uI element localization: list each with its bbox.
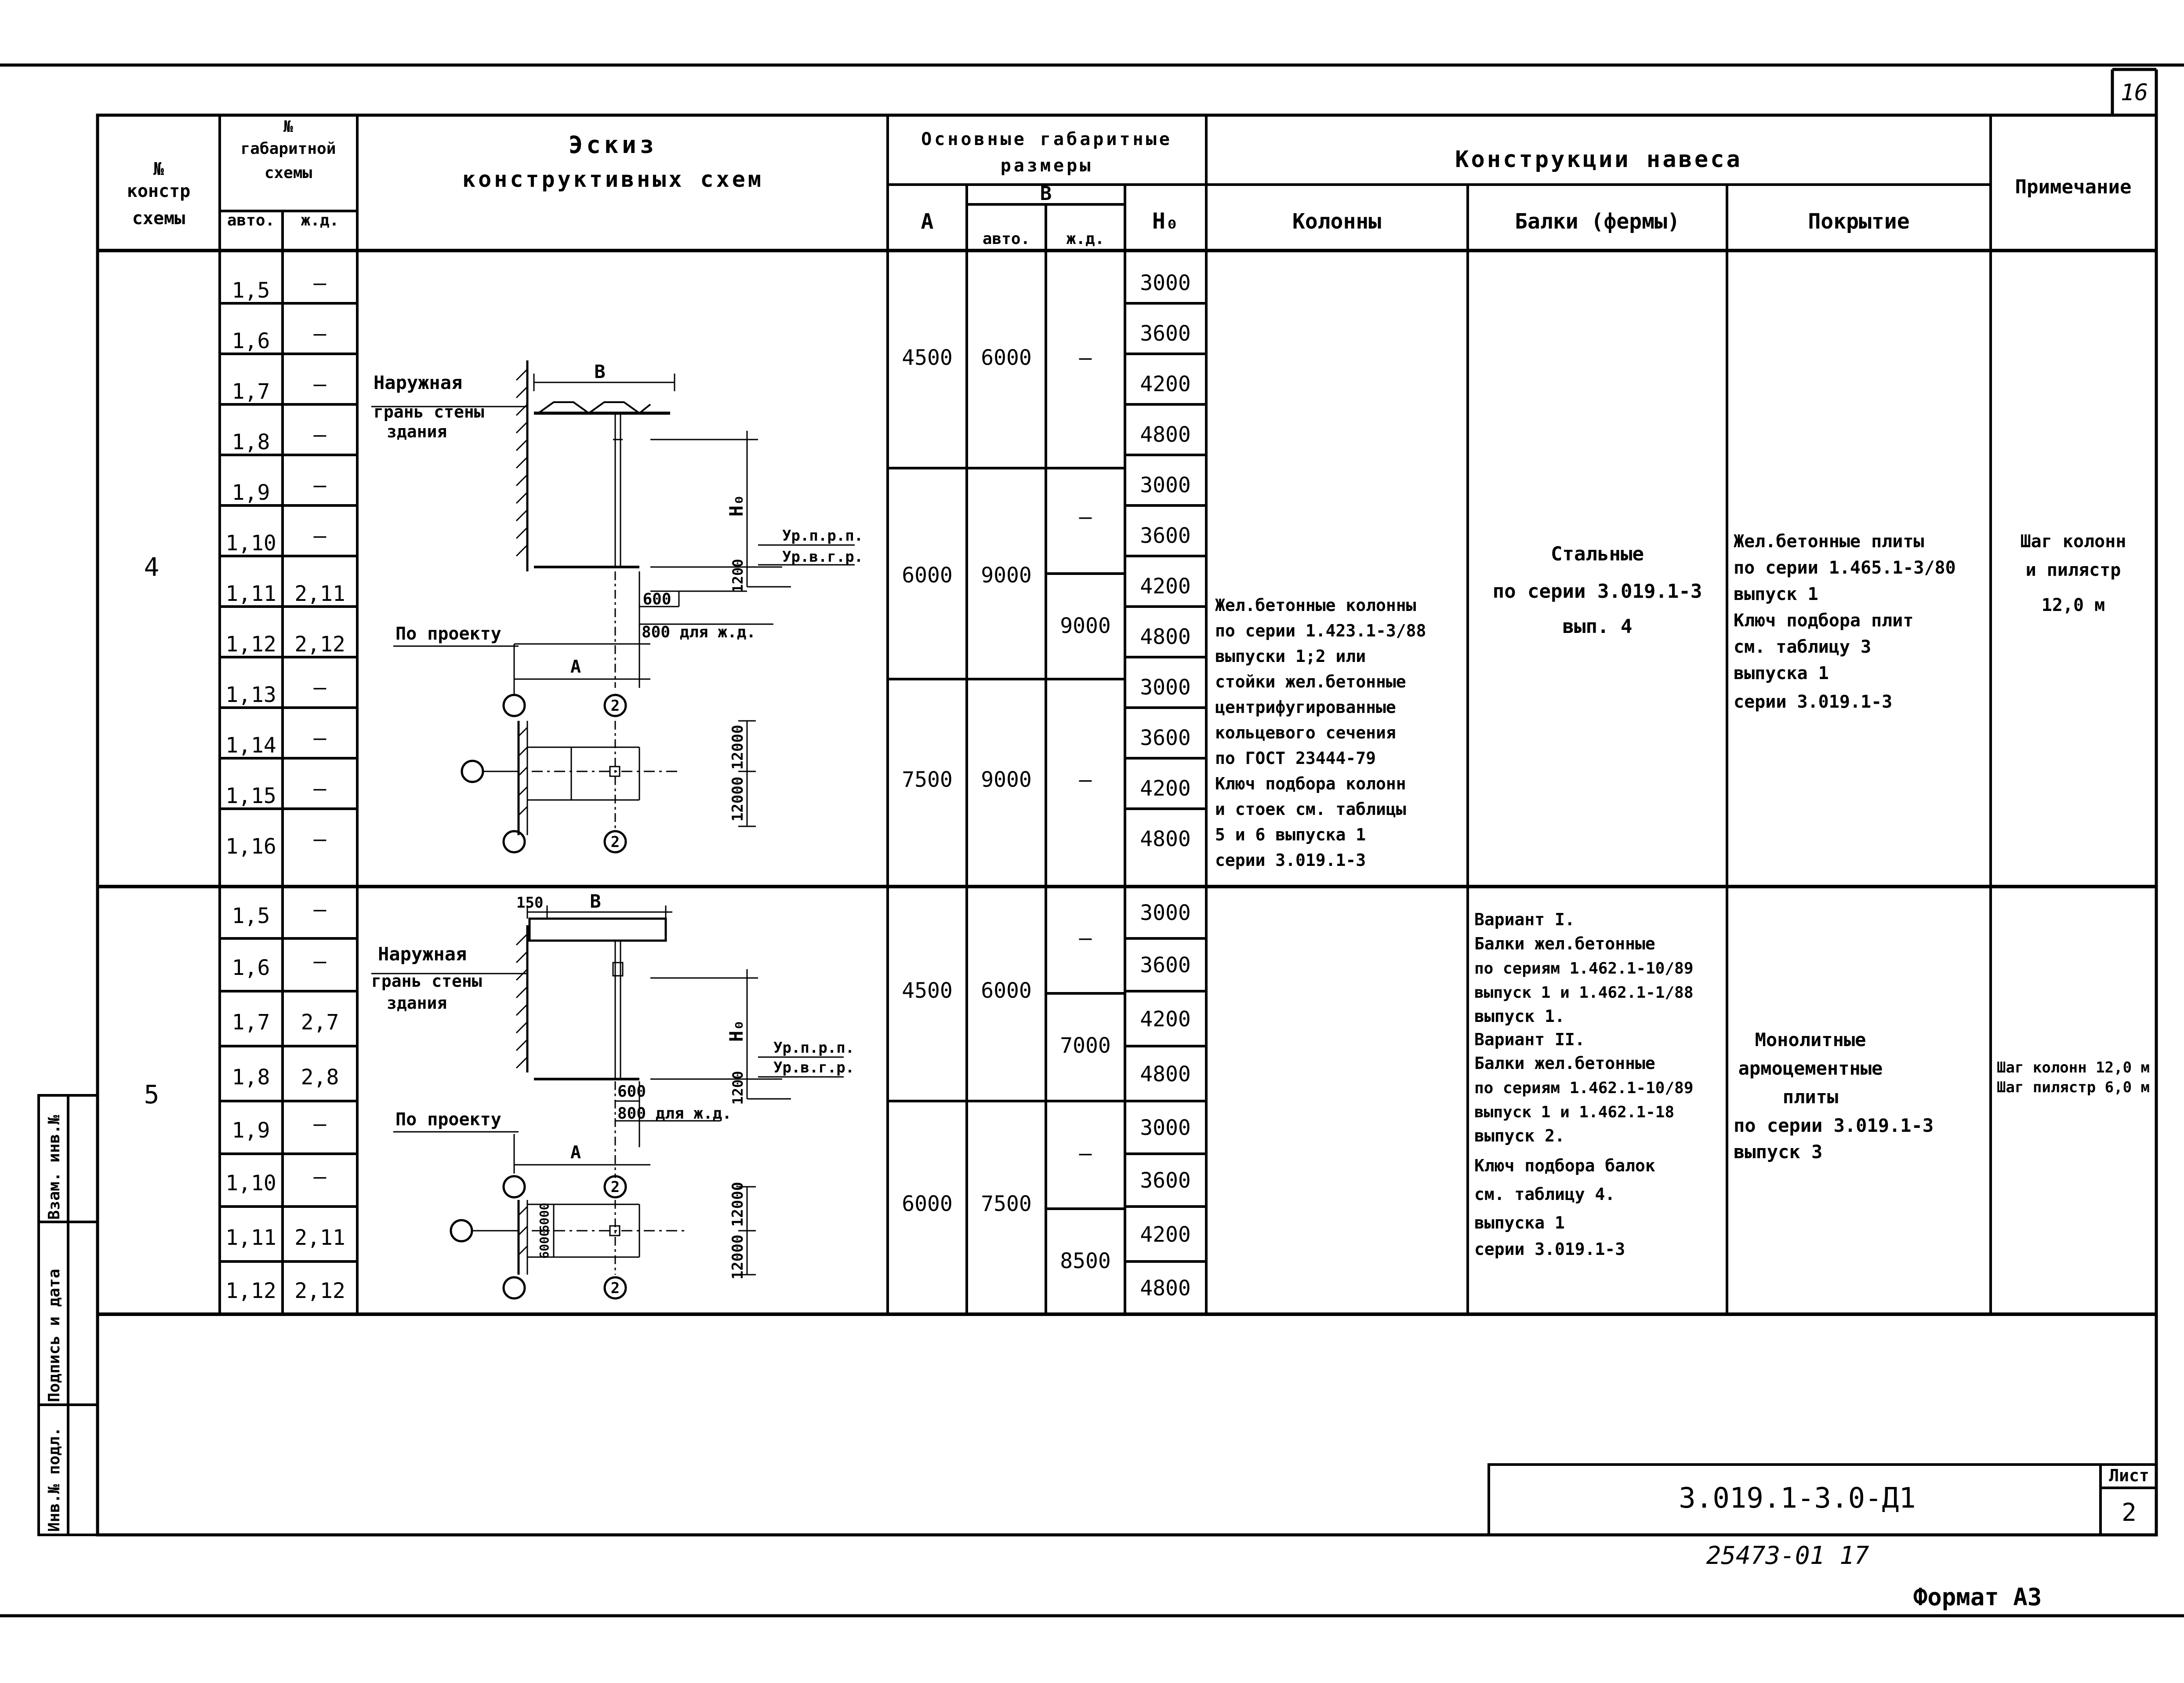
s4-wall-label-3: здания — [387, 422, 447, 441]
stamp-vzam: Взам. инв.№ — [45, 1115, 63, 1220]
s4-roof-line: выпуск 1 — [1734, 584, 1818, 604]
s4-by-project: По проекту — [395, 624, 501, 644]
header-auto: авто. — [227, 211, 275, 229]
header-note: Примечание — [2015, 176, 2132, 198]
s4-h-cells — [1140, 271, 1191, 851]
s5-wall-label-1: Наружная — [378, 943, 467, 965]
s5-h-value: 3600 — [1140, 953, 1191, 978]
s4-gabarit-rail: — — [313, 776, 327, 801]
s4-b-rail-1: — — [1079, 345, 1092, 370]
s4-gabarit-rail: 2,11 — [294, 582, 345, 606]
s5-gabarit-rail: 2,7 — [301, 1010, 339, 1035]
header-beams: Балки (фермы) — [1515, 209, 1680, 234]
header-col-a: А — [921, 209, 934, 234]
s5-roof-line: армоцементные — [1738, 1058, 1883, 1079]
s5-roof-line: Монолитные — [1755, 1029, 1866, 1051]
s4-dim-12000-b: 12000 — [729, 776, 747, 822]
s5-beams-line: выпуск 1. — [1474, 1007, 1565, 1026]
header-dims-2: размеры — [1000, 156, 1093, 176]
s4-axis-bubble-a — [504, 695, 525, 716]
s5-gabarit-auto: 1,6 — [232, 956, 270, 980]
s4-columns-line: и стоек см. таблицы — [1215, 800, 1406, 819]
s4-ur-rp: Ур.п.р.п. — [782, 527, 863, 545]
s4-b-auto-3: 9000 — [981, 767, 1032, 792]
s5-b-rail-2-upper: — — [1079, 1141, 1092, 1166]
s4-dim-b: В — [594, 361, 606, 382]
header-sketch-1: Эскиз — [568, 131, 658, 159]
s5-note-text — [1997, 1059, 2150, 1096]
s4-gabarit-rail: — — [313, 271, 327, 295]
s4-h-value: 3600 — [1140, 321, 1191, 346]
s5-dim-b: В — [590, 891, 601, 912]
s5-beams-line: Балки жел.бетонные — [1474, 1054, 1655, 1073]
header-col-b: В — [1040, 182, 1052, 205]
s4-roof-ribs — [538, 402, 650, 413]
archive-number: 25473-01 17 — [1706, 1541, 1869, 1570]
s4-b-auto-1: 6000 — [981, 345, 1032, 370]
s4-h-value: 4800 — [1140, 422, 1191, 447]
s5-beams-line: выпуск 1 и 1.462.1-1/88 — [1474, 984, 1694, 1002]
s5-gabarit-rail: — — [313, 1112, 327, 1136]
header-sketch-2: конструктивных схем — [462, 167, 764, 192]
s4-gabarit-rail: — — [313, 422, 327, 447]
s4-axis-2-plan: 2 — [610, 833, 620, 851]
s5-beams-line: серии 3.019.1-3 — [1474, 1240, 1625, 1259]
s4-roof-text — [1734, 531, 1956, 712]
s5-dim-6000-a: 6000 — [537, 1203, 551, 1232]
s5-dim-150: 150 — [516, 894, 544, 912]
s4-gabarit-auto-cells — [225, 278, 276, 859]
scheme-number-4: 4 — [144, 552, 160, 582]
s5-roof-slab — [530, 919, 666, 941]
s5-h-value: 4800 — [1140, 1276, 1191, 1301]
s4-note-line: 12,0 м — [2041, 595, 2105, 615]
s4-columns-line: Жел.бетонные колонны — [1215, 596, 1416, 615]
stamp-signature: Подпись и дата — [45, 1269, 63, 1402]
section-4 — [144, 271, 2126, 870]
s5-gabarit-auto: 1,5 — [232, 904, 270, 928]
s4-gabarit-rail: — — [313, 726, 327, 750]
s5-gabarit-rail: 2,11 — [294, 1225, 345, 1250]
sheet-borders — [0, 65, 2184, 1616]
s4-note-text — [2021, 531, 2126, 615]
s5-h-value: 3000 — [1140, 901, 1191, 925]
s5-gabarit-rail: — — [313, 1164, 327, 1189]
s5-dim-a: А — [570, 1142, 581, 1163]
s5-beams-line: выпуск 2. — [1474, 1126, 1565, 1145]
s5-ur-rp: Ур.п.р.п. — [773, 1039, 855, 1057]
s4-b-rail-3: — — [1079, 767, 1092, 792]
header-dims-1: Основные габаритные — [921, 129, 1172, 149]
s4-gabarit-rail-cells — [294, 271, 345, 851]
s5-dim-12000: 12000 — [729, 1181, 747, 1227]
s4-plan-bubble-left — [462, 761, 483, 782]
s5-beams-line: Вариант II. — [1474, 1030, 1585, 1049]
s5-gabarit-auto-cells — [225, 904, 276, 1303]
s4-beams-line: вып. 4 — [1562, 615, 1633, 638]
s4-gabarit-auto: 1,7 — [232, 379, 270, 404]
corner-number: 16 — [2120, 80, 2148, 106]
s5-axis-2-plan: 2 — [610, 1280, 620, 1297]
s5-dim-h: Н₀ — [726, 1019, 747, 1042]
s4-dim-a: А — [570, 657, 581, 677]
s4-note-line: Шаг колонн — [2020, 531, 2126, 552]
s5-plan-bubble-left — [451, 1220, 472, 1241]
s5-h-value: 3000 — [1140, 1116, 1191, 1140]
s4-gabarit-auto: 1,14 — [225, 733, 276, 758]
s4-dim-1200: 1200 — [729, 559, 746, 593]
s4-columns-line: выпуски 1;2 или — [1215, 647, 1366, 666]
designation: 3.019.1-3.0-Д1 — [1679, 1482, 1916, 1515]
s4-columns-line: кольцевого сечения — [1215, 723, 1396, 742]
s5-plan-bubble-bottom-a — [504, 1277, 525, 1298]
header-scheme-no-2: констр — [127, 181, 191, 201]
s4-gabarit-rail: — — [313, 827, 327, 851]
header-columns: Колонны — [1292, 209, 1382, 234]
s5-roof-line: плиты — [1782, 1086, 1839, 1108]
header-rail: ж.д. — [301, 211, 339, 229]
s4-gabarit-rail: — — [313, 675, 327, 700]
s5-beams-text — [1474, 910, 1694, 1259]
s5-gabarit-auto: 1,8 — [232, 1065, 270, 1090]
s5-gabarit-auto: 1,12 — [225, 1279, 276, 1303]
s5-axis-2: 2 — [610, 1178, 620, 1196]
s4-h-value: 4200 — [1140, 574, 1191, 599]
header-roof: Покрытие — [1808, 209, 1910, 234]
s4-roof-line: выпуска 1 — [1734, 663, 1829, 683]
s5-gabarit-rail: — — [313, 949, 327, 974]
s5-h-value: 4200 — [1140, 1007, 1191, 1032]
s5-roof-text — [1734, 1029, 1934, 1163]
s5-dim-1200: 1200 — [729, 1071, 746, 1105]
header-col-h: Н₀ — [1152, 208, 1179, 234]
s4-dim-800-rail: 800 для ж.д. — [642, 623, 756, 641]
s4-h-value: 3000 — [1140, 675, 1191, 700]
s4-h-value: 3000 — [1140, 271, 1191, 295]
s5-axis-bubble-a — [504, 1176, 525, 1197]
s4-gabarit-auto: 1,13 — [225, 683, 276, 707]
s4-gabarit-auto: 1,9 — [232, 480, 270, 505]
s5-beams-line: по сериям 1.462.1-10/89 — [1474, 960, 1694, 978]
s4-h-value: 3600 — [1140, 726, 1191, 750]
s4-columns-line: серии 3.019.1-3 — [1215, 851, 1366, 870]
s5-beams-line: см. таблицу 4. — [1474, 1185, 1615, 1204]
s4-b-rail-2-upper: — — [1079, 505, 1092, 529]
header-canopy: Конструкции навеса — [1455, 146, 1742, 173]
s4-columns-line: центрифугированные — [1215, 698, 1396, 717]
s4-columns-line: стойки жел.бетонные — [1215, 672, 1406, 691]
header-scheme-no-1: № — [153, 159, 164, 179]
s4-ur-vgr: Ур.в.г.р. — [782, 548, 863, 566]
s4-a-2: 6000 — [902, 563, 953, 588]
s4-wall-hatch — [516, 369, 527, 556]
s4-columns-line: по серии 1.423.1-3/88 — [1215, 621, 1426, 640]
s4-a-3: 7500 — [902, 767, 953, 792]
s4-beams-text — [1493, 543, 1702, 638]
s5-b-rail-1-lower: 7000 — [1060, 1033, 1111, 1058]
s4-h-value: 4200 — [1140, 776, 1191, 801]
s5-gabarit-auto: 1,10 — [225, 1171, 276, 1196]
s5-wall-label-2: грань стены — [371, 971, 482, 991]
table-grid — [98, 115, 2156, 1535]
s5-by-project: По проекту — [395, 1109, 501, 1130]
s5-b-rail-1-upper: — — [1079, 926, 1092, 950]
s4-columns-text — [1215, 596, 1426, 870]
s5-gabarit-rail: — — [313, 897, 327, 922]
s4-gabarit-auto: 1,16 — [225, 834, 276, 859]
s4-dim-600: 600 — [642, 590, 671, 608]
s5-h-value: 4800 — [1140, 1062, 1191, 1087]
s4-gabarit-auto: 1,11 — [225, 582, 276, 606]
s4-gabarit-auto: 1,6 — [232, 329, 270, 353]
s4-h-value: 3000 — [1140, 473, 1191, 498]
header-gabarit-2: габаритной — [240, 140, 336, 158]
header-gabarit-3: схемы — [264, 164, 312, 182]
s5-wall-label-3: здания — [387, 993, 447, 1013]
header-col-b-rail: ж.д. — [1066, 230, 1105, 248]
s4-columns-line: 5 и 6 выпуска 1 — [1215, 825, 1366, 844]
s5-note-line: Шаг пилястр 6,0 м — [1997, 1079, 2150, 1096]
s4-wall-label-1: Наружная — [374, 372, 463, 393]
s5-beams-line: по сериям 1.462.1-10/89 — [1474, 1079, 1694, 1097]
scheme-number-5: 5 — [144, 1080, 160, 1109]
s4-axis-2: 2 — [610, 697, 620, 715]
s5-dim-800-rail: 800 для ж.д. — [617, 1105, 732, 1123]
s5-ur-vgr: Ур.в.г.р. — [773, 1059, 855, 1076]
s4-gabarit-auto: 1,15 — [225, 784, 276, 808]
s5-h-value: 3600 — [1140, 1168, 1191, 1193]
s5-gabarit-rail: 2,12 — [294, 1279, 345, 1303]
s4-note-line: и пилястр — [2025, 560, 2121, 580]
s5-a-2: 6000 — [902, 1192, 953, 1216]
section-5 — [144, 891, 2150, 1303]
s4-roof-line: серии 3.019.1-3 — [1734, 692, 1893, 712]
s5-b-auto-2: 7500 — [981, 1192, 1032, 1216]
header-scheme-no-3: схемы — [132, 208, 185, 229]
s4-beams-line: по серии 3.019.1-3 — [1492, 580, 1702, 603]
s5-dim-12000-b: 12000 — [729, 1234, 747, 1280]
s4-gabarit-auto: 1,5 — [232, 278, 270, 303]
s5-gabarit-auto: 1,7 — [232, 1010, 270, 1035]
format-label: Формат А3 — [1913, 1583, 2042, 1611]
s5-beams-line: Вариант I. — [1474, 910, 1575, 929]
s4-columns-line: Ключ подбора колонн — [1215, 774, 1406, 793]
s5-a-1: 4500 — [902, 978, 953, 1003]
s4-beams-line: Стальные — [1551, 543, 1644, 565]
s4-gabarit-rail: — — [313, 473, 327, 498]
stamp-inv-podl: Инв.№ подл. — [45, 1427, 63, 1532]
s4-h-value: 4800 — [1140, 827, 1191, 851]
s5-beams-line: выпуск 1 и 1.462.1-18 — [1474, 1103, 1675, 1121]
s4-gabarit-rail: — — [313, 523, 327, 548]
s4-gabarit-rail: — — [313, 372, 327, 396]
s4-b-rail-2-lower: 9000 — [1060, 614, 1111, 638]
s4-roof-line: см. таблицу 3 — [1734, 637, 1872, 657]
s4-roof-line: Жел.бетонные плиты — [1734, 531, 1924, 552]
s4-gabarit-auto: 1,10 — [225, 531, 276, 556]
sheet-number: 2 — [2122, 1498, 2137, 1527]
s4-plan-bubble-bottom-a — [504, 831, 525, 852]
s4-roof-line: Ключ подбора плит — [1734, 611, 1914, 631]
s5-roof-line: по серии 3.019.1-3 — [1734, 1115, 1934, 1136]
s5-dim-6000-b: 6000 — [537, 1229, 551, 1259]
s5-b-rail-2-lower: 8500 — [1060, 1249, 1111, 1273]
s5-beams-line: Балки жел.бетонные — [1474, 934, 1655, 953]
s5-roof-line: выпуск 3 — [1734, 1141, 1823, 1163]
s4-gabarit-auto: 1,8 — [232, 430, 270, 454]
s4-dim-12000: 12000 — [729, 724, 747, 770]
s5-beams-line: выпуска 1 — [1474, 1213, 1565, 1232]
header-gabarit-1: № — [283, 118, 293, 136]
s4-h-value: 4800 — [1140, 625, 1191, 649]
s5-b-auto-1: 6000 — [981, 978, 1032, 1003]
s4-wall-label-2: грань стены — [374, 402, 484, 422]
s5-gabarit-auto: 1,9 — [232, 1118, 270, 1143]
s4-columns-line: по ГОСТ 23444-79 — [1215, 749, 1376, 768]
s4-h-value: 4200 — [1140, 372, 1191, 396]
sheet-label: Лист — [2109, 1466, 2149, 1485]
s5-gabarit-rail: 2,8 — [301, 1065, 339, 1090]
s4-gabarit-rail: 2,12 — [294, 632, 345, 657]
s5-note-line: Шаг колонн 12,0 м — [1997, 1059, 2150, 1076]
header-col-b-auto: авто. — [982, 230, 1030, 248]
s5-wall-hatch — [516, 934, 527, 1068]
s5-dim-600: 600 — [617, 1083, 646, 1101]
s4-dim-h: Н₀ — [726, 494, 747, 517]
s4-h-value: 3600 — [1140, 523, 1191, 548]
s5-gabarit-auto: 1,11 — [225, 1225, 276, 1250]
s4-roof-line: по серии 1.465.1-3/80 — [1734, 558, 1956, 578]
s4-a-1: 4500 — [902, 345, 953, 370]
s4-gabarit-rail: — — [313, 321, 327, 346]
s5-beams-line: Ключ подбора балок — [1474, 1156, 1655, 1175]
s4-gabarit-auto: 1,12 — [225, 632, 276, 657]
s5-h-value: 4200 — [1140, 1222, 1191, 1247]
s4-b-auto-2: 9000 — [981, 563, 1032, 588]
